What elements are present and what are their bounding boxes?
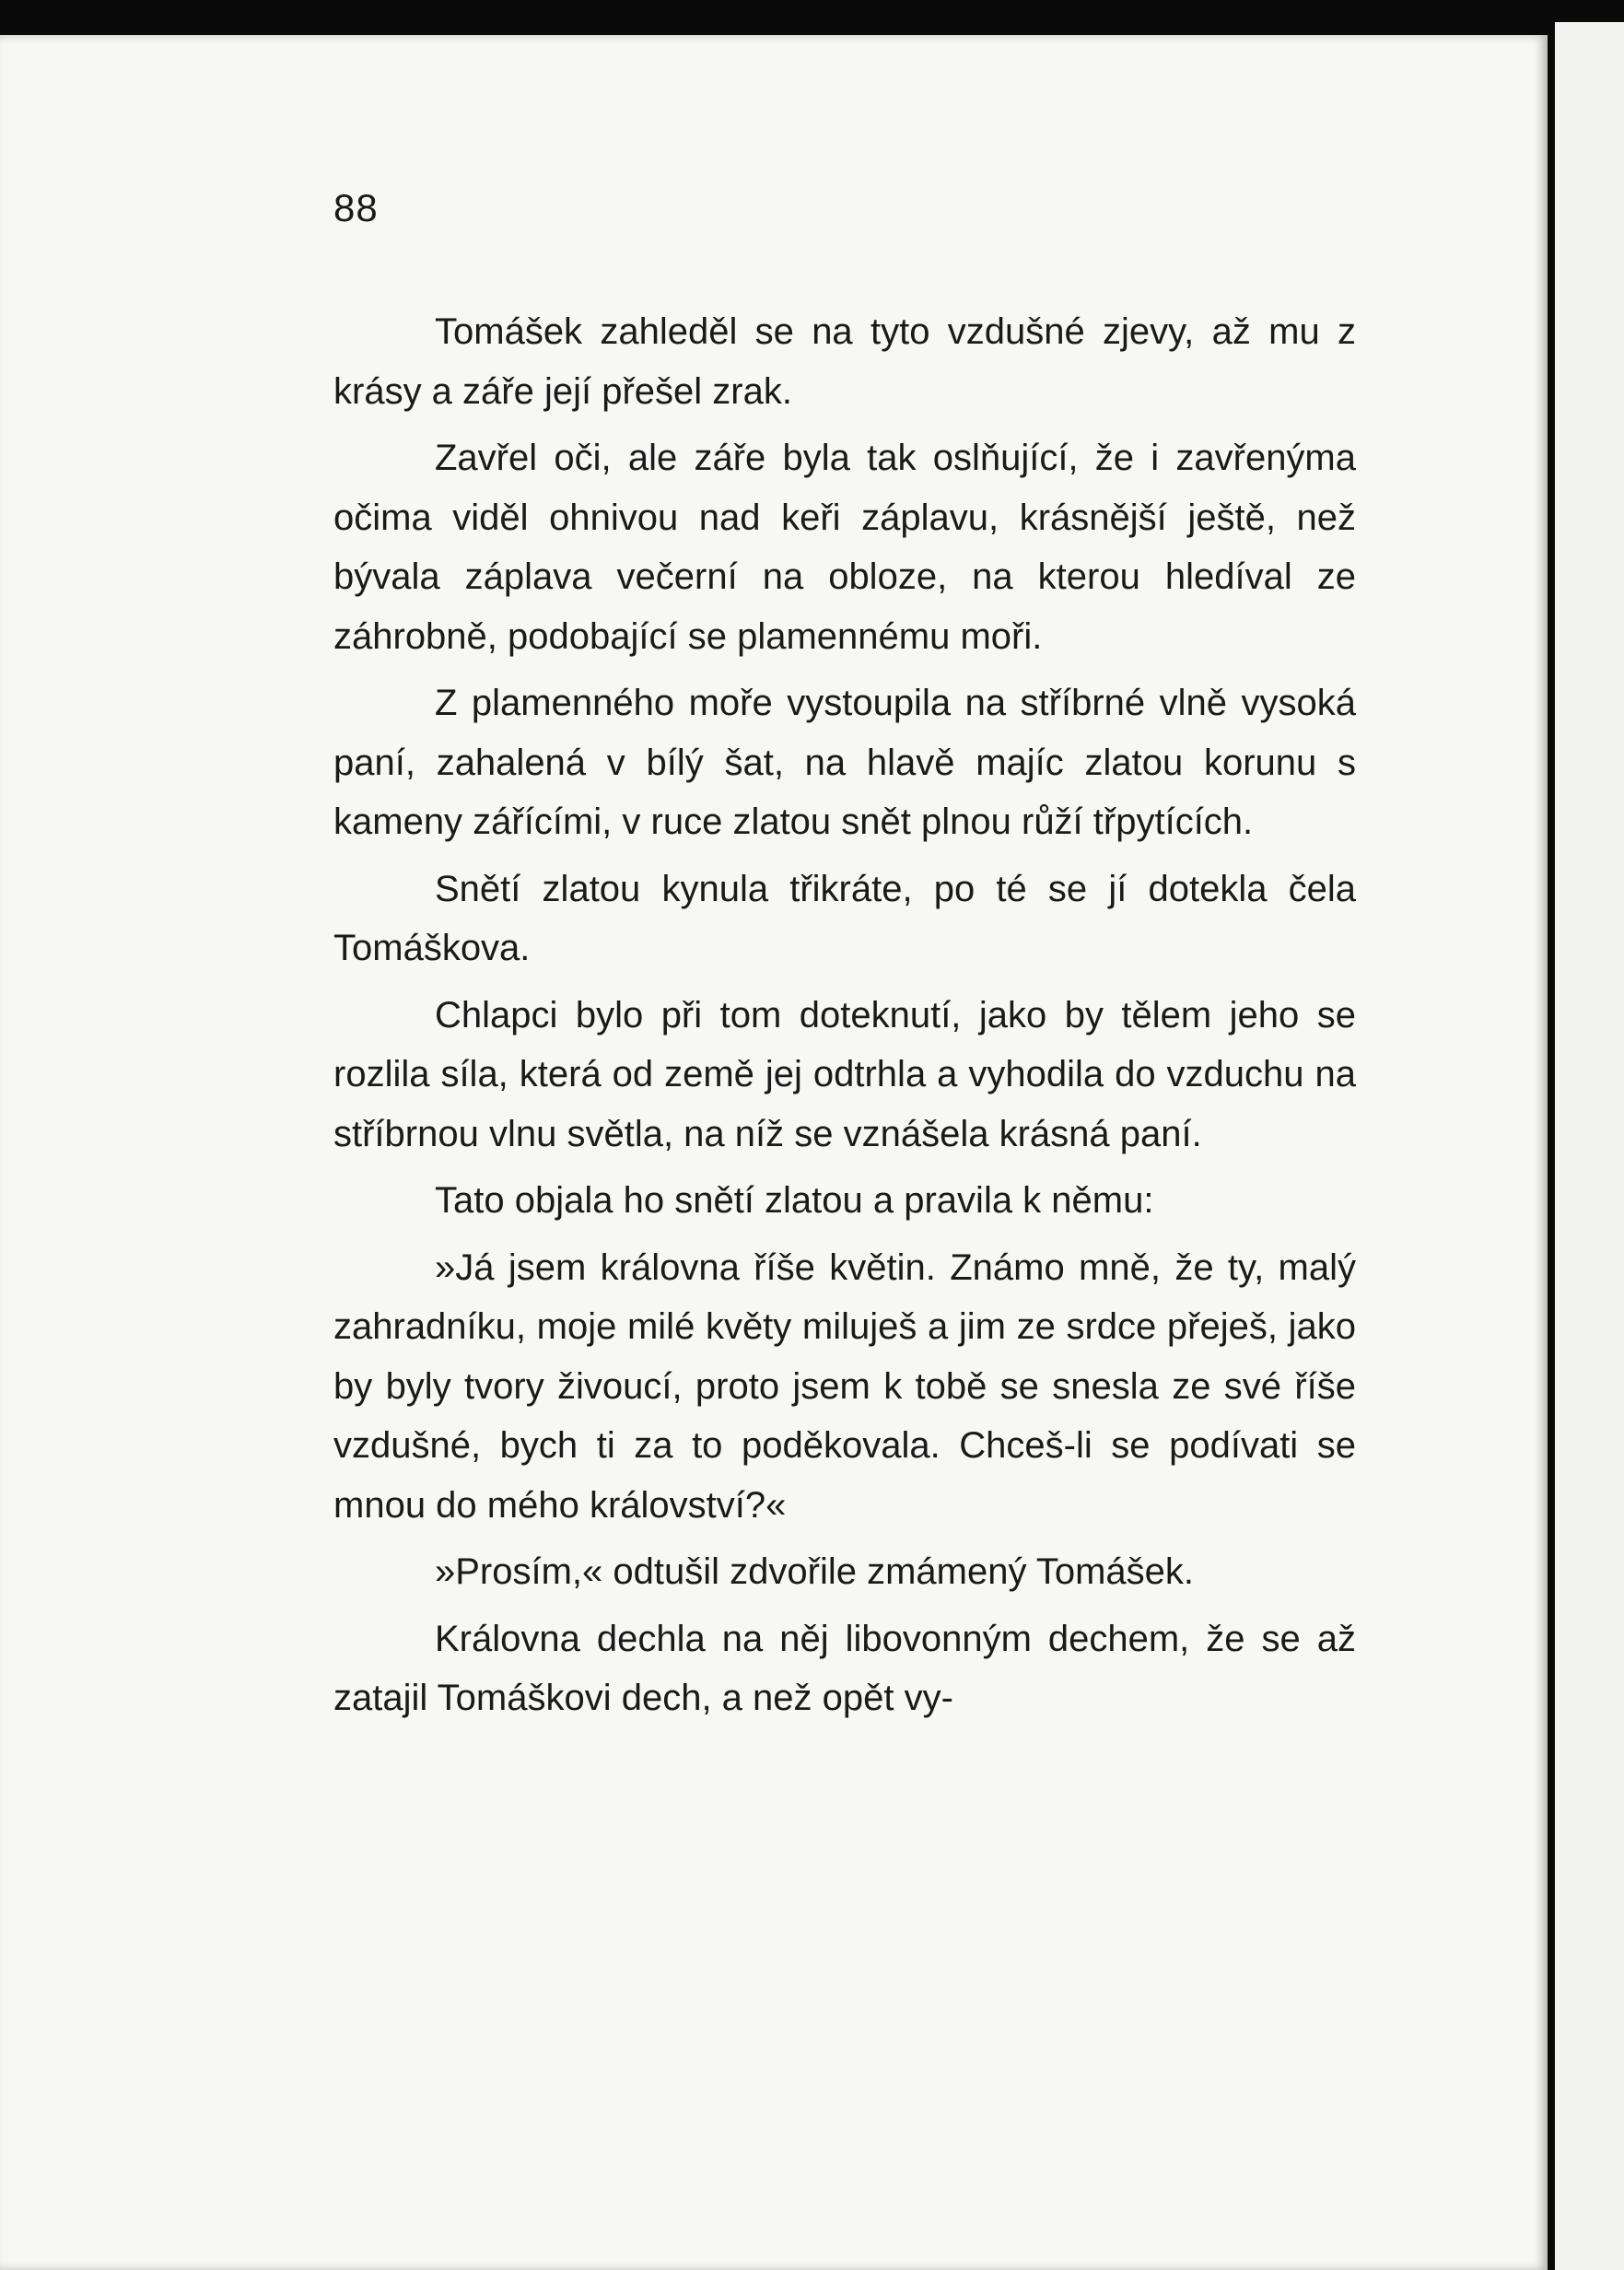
paragraph-4: Snětí zlatou kynula třikráte, po té se jí dotekla čela Tomáškova. [333, 868, 1356, 968]
paragraph-2: Zavřel oči, ale záře byla tak oslňující, že i zavřenýma očima viděl ohnivou nad keři záplavu, krásnější ještě, než bývala záplava večerní na obloze, na kterou hledíval ze záhrobně, podobající se plamennému moři. [333, 438, 1356, 657]
paragraph-1: Tomášek zahleděl se na tyto vzdušné zjevy, až mu z krásy a záře její přešel zrak. [333, 311, 1356, 412]
page-number: 88 [333, 186, 379, 229]
paragraph-7: »Já jsem královna říše květin. Známo mně, že ty, malý zahradníku, moje milé květy miluješ a jim ze srdce přeješ, jako by byly tvory živoucí, proto jsem k tobě se snesla ze své říše vzdušné, bych ti za to poděkovala. Chceš-li se podívati se mnou do mého království?« [333, 1246, 1356, 1526]
paragraph-6: Tato objala ho snětí zlatou a pravila k němu: [435, 1180, 1154, 1221]
page-text-block [333, 184, 1356, 1734]
paragraph-5: Chlapci bylo při tom doteknutí, jako by tělem jeho se rozlila síla, která od země jej odtrhla a vyhodila do vzduchu na stříbrnou vlnu světla, na níž se vznášela krásná paní. [333, 994, 1356, 1154]
paragraph-9: Královna dechla na něj libovonným dechem, že se až zatajil Tomáškovi dech, a než opět vy- [333, 1618, 1356, 1718]
paragraph-8: »Prosím,« odtušil zdvořile zmámený Tomášek. [435, 1551, 1195, 1592]
next-page-edge [1555, 22, 1624, 2270]
paragraph-3: Z plamenného moře vystoupila na stříbrné vlně vysoká paní, zahalená v bílý šat, na hlavě majíc zlatou korunu s kameny zářícími, v ruce zlatou snět plnou růží třpytících. [333, 683, 1356, 842]
